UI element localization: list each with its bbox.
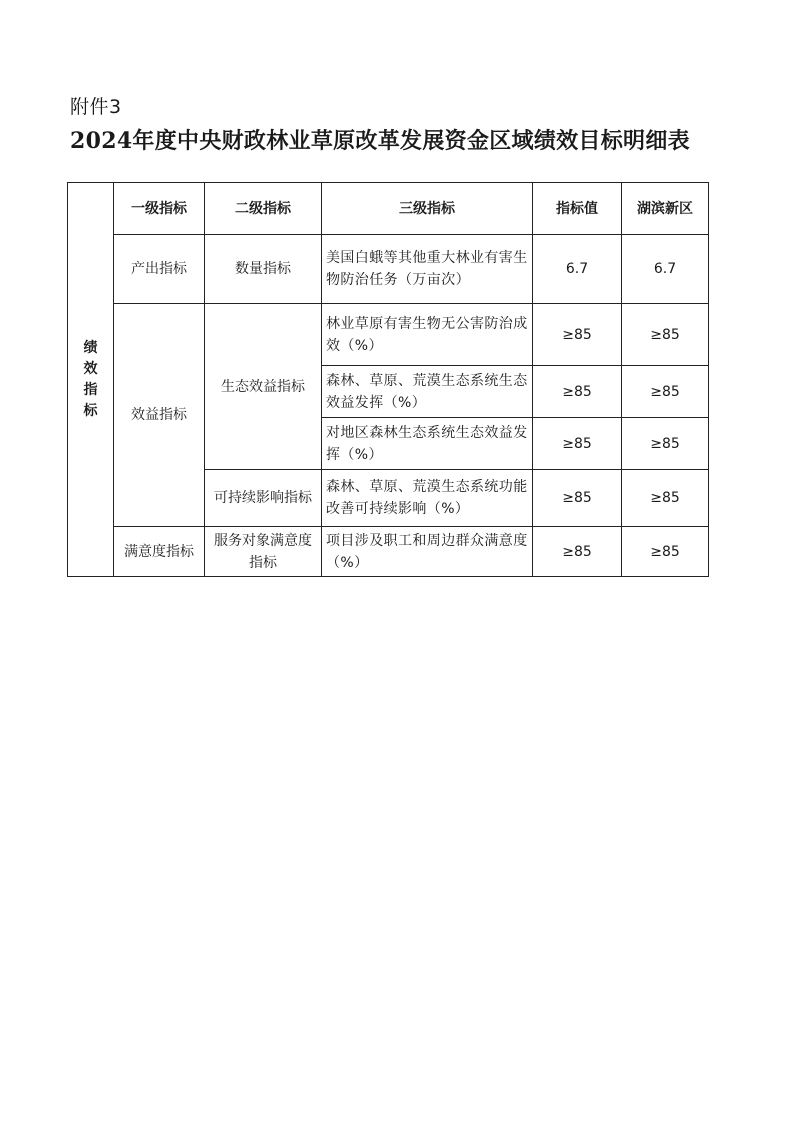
table-header-row	[68, 183, 709, 235]
table-row	[68, 304, 709, 366]
cell-level1: 满意度指标	[114, 527, 205, 577]
attachment-label: 附件3	[70, 96, 122, 118]
cell-level3: 对地区森林生态系统生态效益发挥（%）	[322, 418, 533, 470]
header-level2: 二级指标	[205, 183, 322, 235]
cell-level3: 项目涉及职工和周边群众满意度（%）	[322, 527, 533, 577]
cell-level2: 服务对象满意度指标	[205, 527, 322, 577]
cell-level3: 美国白蛾等其他重大林业有害生物防治任务（万亩次）	[322, 235, 533, 304]
cell-level2: 生态效益指标	[205, 304, 322, 470]
cell-region-value: ≥85	[622, 366, 709, 418]
cell-region-value: ≥85	[622, 470, 709, 527]
cell-target-value: 6.7	[533, 235, 622, 304]
cell-region-value: 6.7	[622, 235, 709, 304]
cell-level3: 林业草原有害生物无公害防治成效（%）	[322, 304, 533, 366]
cell-level1: 产出指标	[114, 235, 205, 304]
cell-target-value: ≥85	[533, 366, 622, 418]
cell-target-value: ≥85	[533, 527, 622, 577]
cell-level3: 森林、草原、荒漠生态系统功能改善可持续影响（%）	[322, 470, 533, 527]
cell-region-value: ≥85	[622, 527, 709, 577]
header-region: 湖滨新区	[622, 183, 709, 235]
cell-level2: 可持续影响指标	[205, 470, 322, 527]
cell-target-value: ≥85	[533, 418, 622, 470]
performance-target-table	[67, 182, 709, 577]
header-level3: 三级指标	[322, 183, 533, 235]
cell-region-value: ≥85	[622, 418, 709, 470]
table-row	[68, 235, 709, 304]
cell-level3: 森林、草原、荒漠生态系统生态效益发挥（%）	[322, 366, 533, 418]
cell-level1: 效益指标	[114, 304, 205, 527]
document-title: 2024年度中央财政林业草原改革发展资金区域绩效目标明细表	[70, 128, 690, 154]
table-row	[68, 527, 709, 577]
cell-level2: 数量指标	[205, 235, 322, 304]
side-label-cell	[68, 183, 114, 577]
cell-target-value: ≥85	[533, 470, 622, 527]
header-target-value: 指标值	[533, 183, 622, 235]
header-level1: 一级指标	[114, 183, 205, 235]
cell-region-value: ≥85	[622, 304, 709, 366]
cell-target-value: ≥85	[533, 304, 622, 366]
side-label: 绩效指标	[83, 339, 98, 419]
